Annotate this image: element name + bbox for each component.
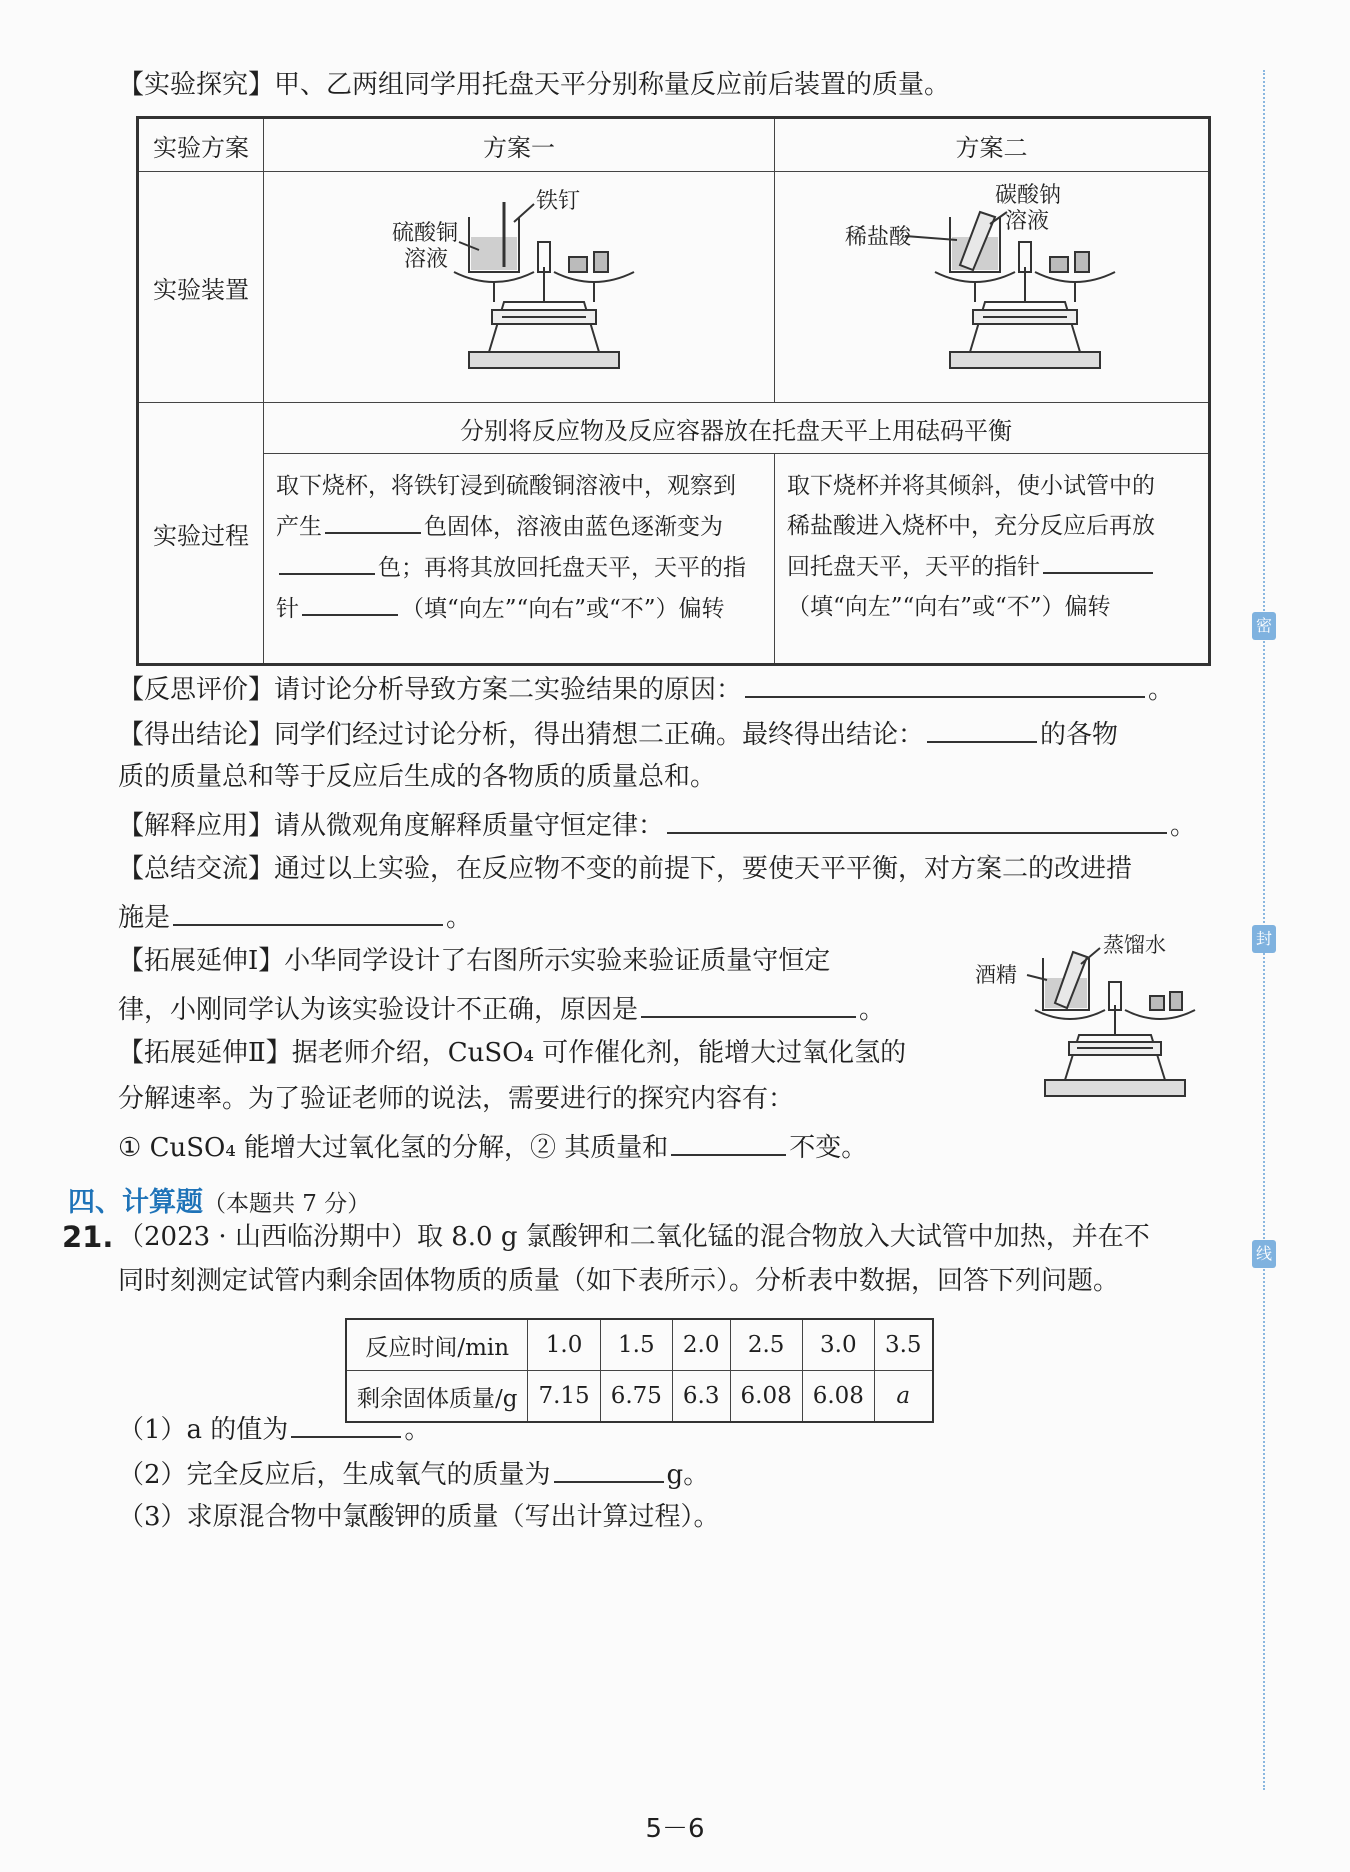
section-title-text: 四、计算题 — [68, 1187, 203, 1218]
cell-time: 3.0 — [802, 1319, 874, 1371]
data-table — [345, 1318, 934, 1423]
blank-ext1[interactable] — [641, 990, 856, 1018]
cell-time: 2.5 — [730, 1319, 802, 1371]
explain-tag: 【解释应用】 — [118, 811, 275, 841]
section-subtitle: （本题共 7 分） — [203, 1191, 371, 1217]
blank-summary[interactable] — [173, 898, 443, 926]
apparatus-figure-2 — [775, 172, 1210, 403]
cell-time: 2.0 — [672, 1319, 730, 1371]
q21-sub2 — [118, 1455, 709, 1492]
conclusion-line-2: 质的质量总和等于反应后生成的各物质的质量总和。 — [118, 762, 717, 792]
header-plan-2: 方案二 — [775, 118, 1210, 172]
data-row-mass — [346, 1371, 933, 1423]
ext1-text1: 小华同学设计了右图所示实验来验证质量守恒定 — [284, 946, 831, 976]
fig1-label-solution: 溶液 — [404, 247, 449, 272]
conclusion-tag: 【得出结论】 — [118, 720, 275, 750]
section-title — [68, 1180, 370, 1219]
side-tag-mi: 密 — [1252, 612, 1276, 640]
blank-solution-color[interactable] — [279, 547, 375, 575]
sub2-end: g。 — [666, 1460, 710, 1490]
balance-figure-3 — [975, 930, 1240, 1110]
reflect-tag: 【反思评价】 — [118, 675, 275, 705]
blank-needle-2[interactable] — [1043, 546, 1153, 574]
summary-text2: 施是 — [118, 903, 171, 933]
blank-a-value[interactable] — [291, 1410, 401, 1438]
p1-line3: 色；再将其放回托盘天平，天平的指 — [378, 555, 746, 581]
blank-ext2[interactable] — [671, 1128, 786, 1156]
p1-line4: （填“向左”“向右”或“不”）偏转 — [401, 596, 725, 622]
process-plan-1 — [264, 454, 775, 665]
p2-line3: 回托盘天平，天平的指针 — [787, 554, 1040, 580]
fig1-label-cuso4: 硫酸铜 — [392, 221, 459, 246]
explain-end: 。 — [1170, 811, 1197, 841]
summary-end: 。 — [446, 903, 473, 933]
summary-tag: 【总结交流】 — [118, 854, 275, 884]
ext2-line-3 — [118, 1128, 867, 1165]
reflect-line — [118, 670, 1174, 707]
side-tag-xian: 线 — [1252, 1240, 1276, 1268]
blank-conclusion[interactable] — [927, 715, 1037, 743]
blank-explain[interactable] — [667, 806, 1167, 834]
blank-reflect[interactable] — [745, 670, 1145, 698]
q21-line-2: 同时刻测定试管内剩余固体物质的质量（如下表所示）。分析表中数据，回答下列问题。 — [118, 1266, 1120, 1296]
sub2-text: （2）完全反应后，生成氧气的质量为 — [118, 1460, 551, 1490]
page-number: 5－6 — [645, 1814, 705, 1844]
cell-time: 1.5 — [600, 1319, 672, 1371]
p2-line1: 取下烧杯并将其倾斜，使小试管中的 — [787, 473, 1155, 499]
cell-time-header: 反应时间/min — [346, 1319, 528, 1371]
row-label-apparatus: 实验装置 — [138, 172, 264, 403]
ext2-tag: 【拓展延伸Ⅱ】 — [118, 1038, 292, 1068]
summary-line-1 — [118, 852, 1132, 886]
fig2-label-hcl: 稀盐酸 — [845, 225, 912, 250]
q21-sub3: （3）求原混合物中氯酸钾的质量（写出计算过程）。 — [118, 1502, 720, 1532]
fig1-label-nail: 铁钉 — [536, 189, 581, 214]
balance-figure-2 — [775, 172, 1195, 396]
sub1-end: 。 — [404, 1415, 431, 1445]
p2-line4: （填“向左”“向右”或“不”）偏转 — [787, 594, 1111, 620]
ext2-text3b: 不变。 — [789, 1133, 868, 1163]
reflect-text: 请讨论分析导致方案二实验结果的原因： — [274, 675, 743, 705]
cell-mass: 6.75 — [600, 1371, 672, 1423]
reflect-end: 。 — [1148, 675, 1175, 705]
cell-time: 1.0 — [528, 1319, 600, 1371]
conclusion-text1: 同学们经过讨论分析，得出猜想二正确。最终得出结论： — [274, 720, 925, 750]
header-plan-1: 方案一 — [264, 118, 775, 172]
balance-figure-1 — [264, 172, 774, 396]
conclusion-text2: 的各物 — [1040, 720, 1119, 750]
fig2-label-solution: 溶液 — [1005, 209, 1050, 234]
intro-tag: 【实验探究】 — [118, 70, 275, 100]
p1-needle: 针 — [276, 596, 299, 622]
cell-mass-header: 剩余固体质量/g — [346, 1371, 528, 1423]
ext2-line-1 — [118, 1036, 906, 1070]
summary-line-2 — [118, 898, 472, 935]
cell-mass: 6.3 — [672, 1371, 730, 1423]
ext1-line-2 — [118, 990, 885, 1027]
p1-line2: 色固体，溶液由蓝色逐渐变为 — [424, 514, 723, 540]
explain-line — [118, 806, 1196, 843]
p1-line1: 取下烧杯，将铁钉浸到硫酸铜溶液中，观察到 — [276, 473, 736, 499]
ext2-text3a: ① CuSO₄ 能增大过氧化氢的分解，② 其质量和 — [118, 1133, 669, 1163]
cell-mass-a: a — [874, 1371, 932, 1423]
ext1-tag: 【拓展延伸Ⅰ】 — [118, 946, 285, 976]
cell-mass: 6.08 — [802, 1371, 874, 1423]
sub1-text: （1）a 的值为 — [118, 1415, 289, 1445]
cell-time: 3.5 — [874, 1319, 932, 1371]
fig3-label-water: 蒸馏水 — [1103, 933, 1166, 957]
ext2-text1: 据老师介绍，CuSO₄ 可作催化剂，能增大过氧化氢的 — [291, 1038, 907, 1068]
cell-mass: 6.08 — [730, 1371, 802, 1423]
p2-line2: 稀盐酸进入烧杯中，充分反应后再放 — [787, 513, 1155, 539]
blank-oxygen-mass[interactable] — [554, 1455, 664, 1483]
merged-note: 分别将反应物及反应容器放在托盘天平上用砝码平衡 — [264, 403, 1210, 454]
fig2-label-na2co3: 碳酸钠 — [995, 183, 1062, 208]
experiment-table — [136, 116, 1211, 666]
ext1-line-1 — [118, 944, 830, 978]
question-number: 21. — [62, 1220, 114, 1254]
row-label-process: 实验过程 — [138, 403, 264, 665]
side-tag-feng: 封 — [1252, 925, 1276, 953]
data-row-time — [346, 1319, 933, 1371]
ext1-text2: 律，小刚同学认为该实验设计不正确，原因是 — [118, 995, 639, 1025]
fig3-label-alcohol: 酒精 — [975, 963, 1017, 987]
conclusion-line-1 — [118, 715, 1118, 752]
process-plan-2 — [775, 454, 1210, 665]
blank-needle-1[interactable] — [302, 588, 398, 616]
blank-solid-color[interactable] — [325, 506, 421, 534]
intro-line — [118, 68, 950, 102]
apparatus-figure-1 — [264, 172, 775, 403]
q21-sub1 — [118, 1410, 430, 1447]
ext1-end: 。 — [859, 995, 886, 1025]
cell-mass: 7.15 — [528, 1371, 600, 1423]
q21-line-1: （2023 · 山西临汾期中）取 8.0 g 氯酸钾和二氧化锰的混合物放入大试管中加热，并在不 — [118, 1222, 1150, 1252]
explain-text: 请从微观角度解释质量守恒定律： — [274, 811, 665, 841]
ext2-line-2: 分解速率。为了验证老师的说法，需要进行的探究内容有： — [118, 1084, 795, 1114]
header-plan: 实验方案 — [138, 118, 264, 172]
intro-text: 甲、乙两组同学用托盘天平分别称量反应前后装置的质量。 — [274, 70, 951, 100]
p1-produce: 产生 — [276, 514, 322, 540]
summary-text1: 通过以上实验，在反应物不变的前提下，要使天平平衡，对方案二的改进措 — [274, 854, 1133, 884]
